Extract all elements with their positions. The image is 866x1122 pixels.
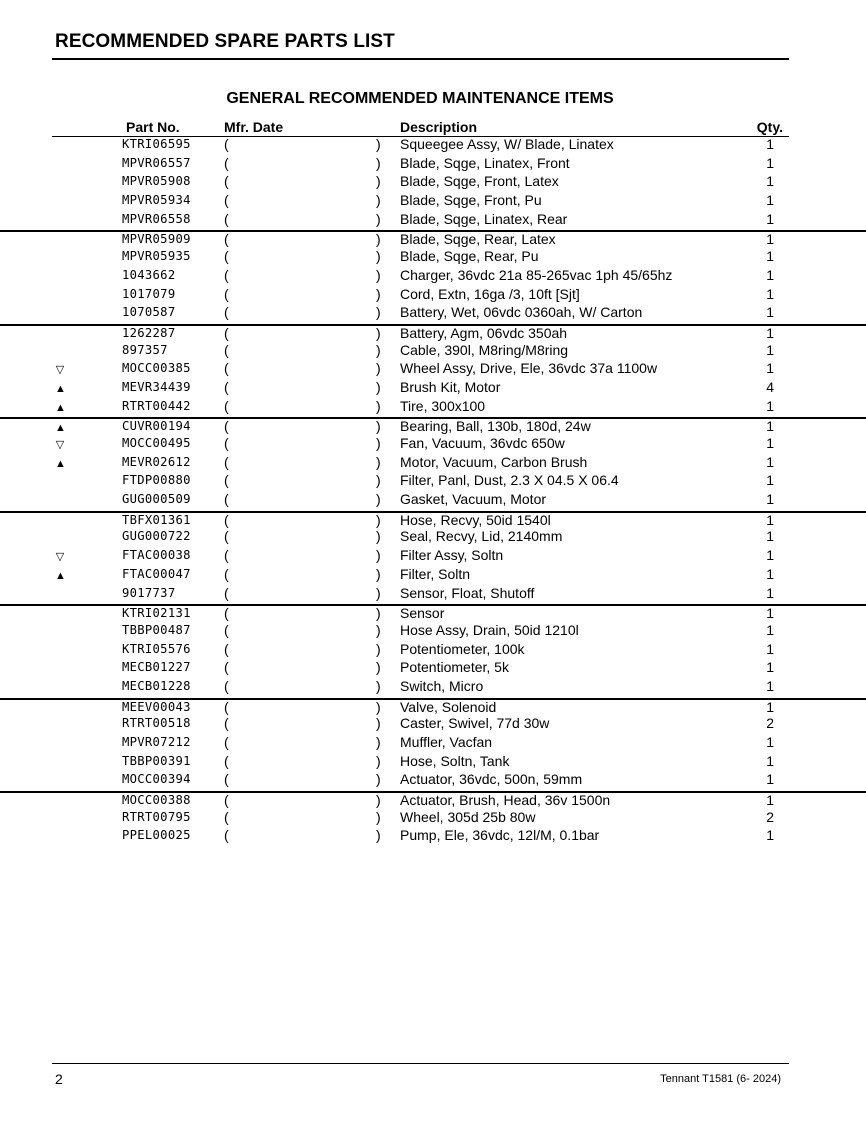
mfr-date-open-paren: ( <box>224 154 229 171</box>
mfr-date-close-paren: ) <box>376 154 381 171</box>
table-row <box>0 828 866 847</box>
mfr-date-open-paren: ( <box>224 304 229 321</box>
table-row <box>0 174 866 193</box>
part-quantity: 1 <box>766 792 774 809</box>
part-description: Filter, Soltn <box>400 565 471 582</box>
part-number: 1070587 <box>122 305 176 320</box>
part-description: Switch, Micro <box>400 677 484 694</box>
mfr-date-close-paren: ) <box>376 192 381 209</box>
part-quantity: 1 <box>766 605 774 622</box>
part-number: RTRT00442 <box>122 398 191 413</box>
table-row <box>0 230 866 249</box>
mfr-date-close-paren: ) <box>376 584 381 601</box>
footer-divider <box>52 1063 789 1064</box>
part-quantity: 1 <box>766 472 774 489</box>
table-row <box>0 604 866 623</box>
mfr-date-close-paren: ) <box>376 285 381 302</box>
part-number: FTAC00047 <box>122 566 191 581</box>
column-header-mfr-date: Mfr. Date <box>224 119 284 135</box>
table-row <box>0 324 866 343</box>
parts-table <box>0 137 866 847</box>
part-description: Potentiometer, 100k <box>400 640 525 657</box>
part-number: 9017737 <box>122 585 176 600</box>
part-marker-icon: ▲ <box>55 382 66 395</box>
mfr-date-open-paren: ( <box>224 605 229 622</box>
mfr-date-open-paren: ( <box>224 472 229 489</box>
part-quantity: 1 <box>766 453 774 470</box>
part-description: Wheel, 305d 25b 80w <box>400 808 536 825</box>
part-description: Pump, Ele, 36vdc, 12l/M, 0.1bar <box>400 827 600 844</box>
part-description: Cable, 390l, M8ring/M8ring <box>400 341 569 358</box>
mfr-date-close-paren: ) <box>376 435 381 451</box>
table-row <box>0 436 866 455</box>
mfr-date-open-paren: ( <box>224 360 229 377</box>
part-quantity: 1 <box>766 547 774 564</box>
part-number: MEEV00043 <box>122 699 191 714</box>
mfr-date-open-paren: ( <box>224 752 229 769</box>
mfr-date-close-paren: ) <box>376 792 381 809</box>
part-description: Brush Kit, Motor <box>400 378 501 395</box>
part-description: Battery, Wet, 06vdc 0360ah, W/ Carton <box>400 304 643 321</box>
mfr-date-close-paren: ) <box>376 547 381 564</box>
mfr-date-close-paren: ) <box>376 360 381 377</box>
mfr-date-open-paren: ( <box>224 808 229 825</box>
part-quantity: 1 <box>766 640 774 657</box>
table-row <box>0 399 866 418</box>
part-quantity: 1 <box>766 528 774 545</box>
part-number: GUG000509 <box>122 492 191 507</box>
part-description: Sensor <box>400 605 445 622</box>
table-row <box>0 455 866 474</box>
part-number: MOCC00495 <box>122 436 191 450</box>
mfr-date-open-paren: ( <box>224 771 229 788</box>
part-description: Blade, Sqge, Linatex, Rear <box>400 210 568 227</box>
part-number: TBBP00391 <box>122 753 191 768</box>
part-quantity: 1 <box>766 752 774 769</box>
part-description: Blade, Sqge, Rear, Pu <box>400 248 539 265</box>
part-quantity: 1 <box>766 584 774 601</box>
mfr-date-open-paren: ( <box>224 547 229 564</box>
mfr-date-close-paren: ) <box>376 752 381 769</box>
table-row <box>0 735 866 754</box>
column-header-qty: Qty. <box>756 119 783 135</box>
mfr-date-close-paren: ) <box>376 771 381 788</box>
part-quantity: 2 <box>766 715 774 732</box>
part-number: MECB01227 <box>122 660 191 675</box>
table-row <box>0 529 866 548</box>
part-quantity: 1 <box>766 418 774 435</box>
part-quantity: 1 <box>766 341 774 358</box>
part-number: KTRI02131 <box>122 606 191 621</box>
part-number: 897357 <box>122 342 168 357</box>
mfr-date-open-paren: ( <box>224 677 229 694</box>
part-number: TBBP00487 <box>122 622 191 637</box>
mfr-date-close-paren: ) <box>376 136 381 152</box>
part-number: KTRI05576 <box>122 641 191 656</box>
part-description: Sensor, Float, Shutoff <box>400 584 535 601</box>
mfr-date-close-paren: ) <box>376 808 381 825</box>
part-quantity: 1 <box>766 734 774 750</box>
part-description: Charger, 36vdc 21a 85-265vac 1ph 45/65hz <box>400 266 673 283</box>
part-quantity: 2 <box>766 808 774 825</box>
mfr-date-close-paren: ) <box>376 210 381 227</box>
table-row <box>0 156 866 175</box>
section-title: GENERAL RECOMMENDED MAINTENANCE ITEMS <box>226 90 614 107</box>
part-description: Blade, Sqge, Front, Pu <box>400 192 542 209</box>
mfr-date-close-paren: ) <box>376 491 381 508</box>
mfr-date-open-paren: ( <box>224 231 229 248</box>
part-quantity: 1 <box>766 511 774 528</box>
table-row <box>0 567 866 586</box>
table-row <box>0 212 866 231</box>
part-quantity: 1 <box>766 698 774 715</box>
part-description: Valve, Solenoid <box>400 698 497 715</box>
part-description: Tire, 300x100 <box>400 397 486 414</box>
mfr-date-close-paren: ) <box>376 324 381 341</box>
part-description: Blade, Sqge, Linatex, Front <box>400 154 570 171</box>
mfr-date-open-paren: ( <box>224 827 229 844</box>
part-marker-icon: ▲ <box>55 401 66 414</box>
mfr-date-open-paren: ( <box>224 248 229 265</box>
part-description: Filter, Panl, Dust, 2.3 X 04.5 X 06.4 <box>400 472 619 489</box>
part-description: Muffler, Vacfan <box>400 734 493 750</box>
part-description: Bearing, Ball, 130b, 180d, 24w <box>400 418 591 435</box>
part-description: Blade, Sqge, Rear, Latex <box>400 231 556 248</box>
mfr-date-close-paren: ) <box>376 677 381 694</box>
mfr-date-close-paren: ) <box>376 698 381 715</box>
table-header <box>0 119 866 135</box>
part-description: Battery, Agm, 06vdc 350ah <box>400 324 568 341</box>
part-number: MECB01228 <box>122 678 191 693</box>
part-marker-icon: ▲ <box>55 457 66 470</box>
table-row <box>0 380 866 399</box>
part-description: Actuator, 36vdc, 500n, 59mm <box>400 771 583 788</box>
mfr-date-open-paren: ( <box>224 511 229 528</box>
table-row <box>0 268 866 287</box>
page-number: 2 <box>55 1071 63 1087</box>
mfr-date-open-paren: ( <box>224 621 229 638</box>
part-quantity: 1 <box>766 154 774 171</box>
part-marker-icon: ▽ <box>55 439 65 451</box>
part-number: MPVR06558 <box>122 211 191 226</box>
part-marker-icon: ▽ <box>55 364 65 377</box>
part-number: PPEL00025 <box>122 828 191 843</box>
part-quantity: 1 <box>766 659 774 676</box>
part-number: MOCC00388 <box>122 793 191 808</box>
part-number: RTRT00795 <box>122 809 191 824</box>
column-header-part-no: Part No. <box>126 119 180 135</box>
mfr-date-close-paren: ) <box>376 418 381 435</box>
part-number: 1017079 <box>122 286 176 301</box>
part-description: Squeegee Assy, W/ Blade, Linatex <box>400 136 614 152</box>
part-quantity: 1 <box>766 173 774 190</box>
part-quantity: 1 <box>766 771 774 788</box>
table-row <box>0 193 866 212</box>
column-header-description: Description <box>400 119 478 135</box>
part-number: KTRI06595 <box>122 137 191 151</box>
mfr-date-close-paren: ) <box>376 472 381 489</box>
part-quantity: 1 <box>766 565 774 582</box>
part-description: Potentiometer, 5k <box>400 659 509 676</box>
part-quantity: 1 <box>766 266 774 283</box>
title-divider <box>52 58 789 60</box>
table-row <box>0 716 866 735</box>
part-quantity: 1 <box>766 231 774 248</box>
mfr-date-close-paren: ) <box>376 397 381 414</box>
part-number: CUVR00194 <box>122 419 191 434</box>
part-quantity: 1 <box>766 192 774 209</box>
part-number: MPVR06557 <box>122 155 191 170</box>
mfr-date-close-paren: ) <box>376 453 381 470</box>
part-description: Hose, Soltn, Tank <box>400 752 510 769</box>
mfr-date-close-paren: ) <box>376 266 381 283</box>
mfr-date-open-paren: ( <box>224 715 229 732</box>
table-row <box>0 343 866 362</box>
table-row <box>0 511 866 530</box>
part-quantity: 1 <box>766 210 774 227</box>
part-quantity: 1 <box>766 285 774 302</box>
mfr-date-close-paren: ) <box>376 640 381 657</box>
mfr-date-close-paren: ) <box>376 565 381 582</box>
mfr-date-open-paren: ( <box>224 528 229 545</box>
part-marker-icon: ▽ <box>55 551 65 564</box>
part-number: MPVR05908 <box>122 174 191 189</box>
mfr-date-close-paren: ) <box>376 511 381 528</box>
mfr-date-open-paren: ( <box>224 324 229 341</box>
mfr-date-open-paren: ( <box>224 210 229 227</box>
mfr-date-open-paren: ( <box>224 136 229 152</box>
part-number: GUG000722 <box>122 529 191 544</box>
mfr-date-open-paren: ( <box>224 435 229 451</box>
table-row <box>0 660 866 679</box>
part-description: Gasket, Vacuum, Motor <box>400 491 547 508</box>
part-description: Cord, Extn, 16ga /3, 10ft [Sjt] <box>400 285 580 302</box>
part-number: MOCC00385 <box>122 361 191 376</box>
part-quantity: 1 <box>766 677 774 694</box>
mfr-date-close-paren: ) <box>376 173 381 190</box>
mfr-date-open-paren: ( <box>224 659 229 676</box>
part-description: Caster, Swivel, 77d 30w <box>400 715 550 732</box>
mfr-date-open-paren: ( <box>224 173 229 190</box>
part-quantity: 1 <box>766 621 774 638</box>
mfr-date-open-paren: ( <box>224 491 229 508</box>
part-number: MEVR34439 <box>122 379 191 394</box>
table-row <box>0 772 866 791</box>
part-number: MPVR07212 <box>122 735 191 749</box>
mfr-date-close-paren: ) <box>376 827 381 844</box>
mfr-date-open-paren: ( <box>224 453 229 470</box>
part-description: Hose Assy, Drain, 50id 1210l <box>400 621 579 638</box>
table-row <box>0 791 866 810</box>
part-quantity: 1 <box>766 248 774 265</box>
part-description: Hose, Recvy, 50id 1540l <box>400 511 551 528</box>
part-description: Actuator, Brush, Head, 36v 1500n <box>400 792 611 809</box>
mfr-date-close-paren: ) <box>376 378 381 395</box>
part-description: Seal, Recvy, Lid, 2140mm <box>400 528 563 545</box>
part-quantity: 1 <box>766 360 774 377</box>
document-reference: Tennant T1581 (6- 2024) <box>660 1073 781 1085</box>
mfr-date-open-paren: ( <box>224 418 229 435</box>
part-description: Motor, Vacuum, Carbon Brush <box>400 453 588 470</box>
mfr-date-close-paren: ) <box>376 528 381 545</box>
part-number: MPVR05935 <box>122 249 191 264</box>
mfr-date-close-paren: ) <box>376 341 381 358</box>
mfr-date-open-paren: ( <box>224 734 229 750</box>
table-row <box>0 305 866 324</box>
table-row <box>0 754 866 773</box>
part-quantity: 4 <box>766 378 774 395</box>
table-row <box>0 492 866 511</box>
page-title: RECOMMENDED SPARE PARTS LIST <box>55 31 395 52</box>
table-row <box>0 137 866 156</box>
table-row <box>0 417 866 436</box>
mfr-date-close-paren: ) <box>376 659 381 676</box>
table-row <box>0 361 866 380</box>
table-row <box>0 698 866 717</box>
table-row <box>0 249 866 268</box>
table-row <box>0 642 866 661</box>
mfr-date-close-paren: ) <box>376 304 381 321</box>
part-number: MPVR05934 <box>122 193 191 208</box>
part-quantity: 1 <box>766 324 774 341</box>
part-description: Fan, Vacuum, 36vdc 650w <box>400 435 565 451</box>
table-row <box>0 473 866 492</box>
mfr-date-close-paren: ) <box>376 621 381 638</box>
part-number: FTDP00880 <box>122 473 191 488</box>
part-number: MPVR05909 <box>122 232 191 247</box>
part-description: Filter Assy, Soltn <box>400 547 504 564</box>
part-number: MEVR02612 <box>122 454 191 469</box>
part-quantity: 1 <box>766 491 774 508</box>
table-row <box>0 623 866 642</box>
mfr-date-open-paren: ( <box>224 266 229 283</box>
table-row <box>0 287 866 306</box>
mfr-date-open-paren: ( <box>224 584 229 601</box>
part-quantity: 1 <box>766 435 774 451</box>
part-quantity: 1 <box>766 304 774 321</box>
part-marker-icon: ▲ <box>55 569 66 582</box>
part-description: Blade, Sqge, Front, Latex <box>400 173 559 190</box>
part-number: FTAC00038 <box>122 548 191 563</box>
mfr-date-open-paren: ( <box>224 640 229 657</box>
part-number: RTRT00518 <box>122 716 191 731</box>
mfr-date-close-paren: ) <box>376 231 381 248</box>
mfr-date-open-paren: ( <box>224 341 229 358</box>
part-number: MOCC00394 <box>122 772 191 787</box>
part-marker-icon: ▲ <box>55 422 66 435</box>
mfr-date-open-paren: ( <box>224 397 229 414</box>
part-number: 1043662 <box>122 267 176 282</box>
table-row <box>0 810 866 829</box>
part-number: 1262287 <box>122 325 176 340</box>
part-number: TBFX01361 <box>122 512 191 527</box>
part-quantity: 1 <box>766 827 774 844</box>
mfr-date-open-paren: ( <box>224 565 229 582</box>
part-quantity: 1 <box>766 136 774 152</box>
mfr-date-close-paren: ) <box>376 605 381 622</box>
mfr-date-open-paren: ( <box>224 285 229 302</box>
part-description: Wheel Assy, Drive, Ele, 36vdc 37a 1100w <box>400 360 658 377</box>
table-row <box>0 679 866 698</box>
mfr-date-close-paren: ) <box>376 715 381 732</box>
mfr-date-close-paren: ) <box>376 248 381 265</box>
mfr-date-open-paren: ( <box>224 698 229 715</box>
mfr-date-open-paren: ( <box>224 378 229 395</box>
mfr-date-open-paren: ( <box>224 792 229 809</box>
part-quantity: 1 <box>766 397 774 414</box>
table-row <box>0 586 866 605</box>
mfr-date-open-paren: ( <box>224 192 229 209</box>
table-row <box>0 548 866 567</box>
mfr-date-close-paren: ) <box>376 734 381 750</box>
